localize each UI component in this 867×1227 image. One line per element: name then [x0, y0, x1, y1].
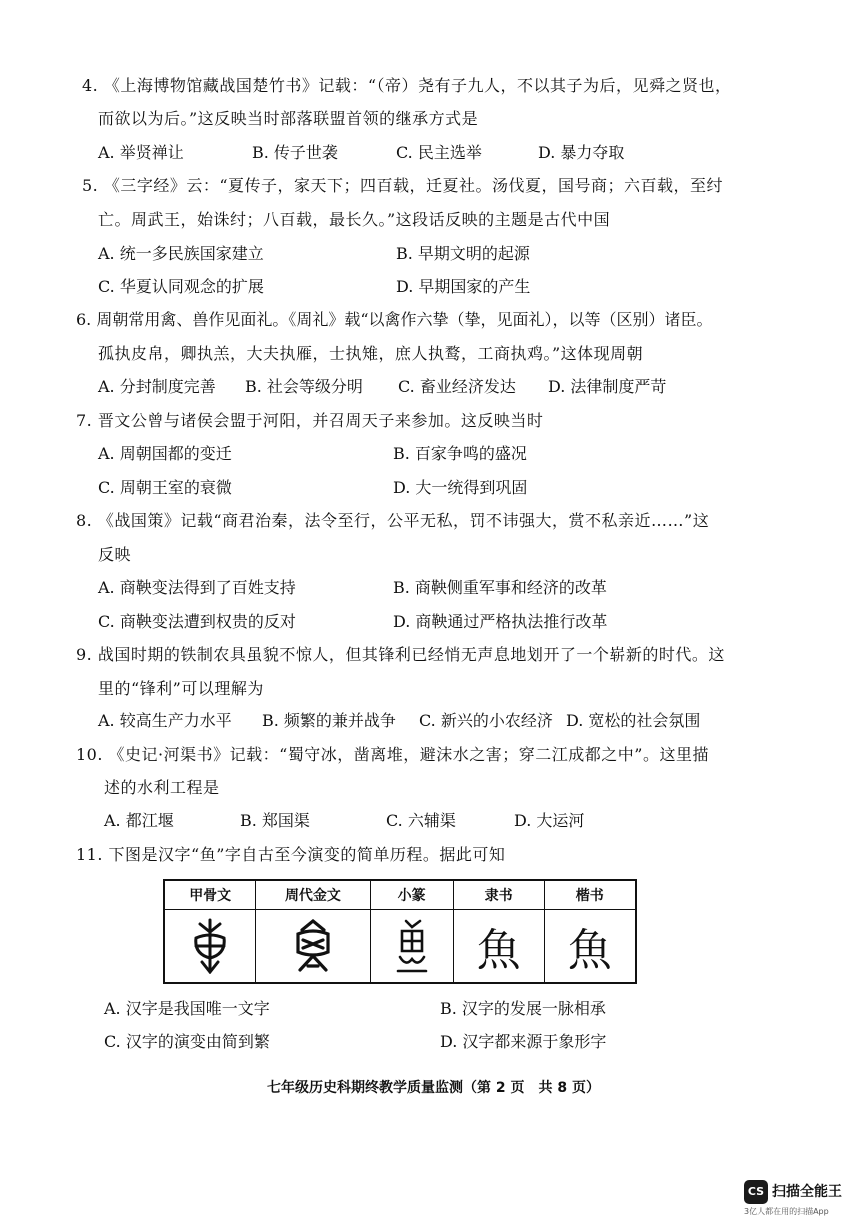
q11-option-a: A. 汉字是我国唯一文字 — [104, 999, 270, 1018]
q8-option-a: A. 商鞅变法得到了百姓支持 — [98, 578, 296, 597]
q11-option-b: B. 汉字的发展一脉相承 — [440, 999, 606, 1018]
watermark-app-name: 扫描全能王 — [772, 1184, 842, 1200]
q4-option-a: A. 举贤禅让 — [98, 143, 184, 162]
camscanner-logo-icon: CS — [744, 1180, 768, 1204]
small-seal-fish-glyph — [370, 910, 453, 984]
page-footer: 七年级历史科期终教学质量监测（第 2 页 共 8 页） — [267, 1080, 600, 1096]
header-bronze-inscription: 周代金文 — [256, 880, 370, 910]
q6-option-c: C. 畜业经济发达 — [398, 377, 516, 396]
q5-line-2: 亡。周武王，始诛纣；八百载，最长久。”这段话反映的主题是古代中国 — [98, 210, 611, 229]
header-oracle-bone: 甲骨文 — [164, 880, 256, 910]
q9-line-2: 里的“锋利”可以理解为 — [98, 679, 264, 698]
q11-line-1: 11. 下图是汉字“鱼”字自古至今演变的简单历程。据此可知 — [76, 845, 506, 864]
q7-line-1: 7. 晋文公曾与诸侯会盟于河阳，并召周天子来参加。这反映当时 — [76, 411, 544, 430]
q8-option-b: B. 商鞅侧重军事和经济的改革 — [393, 578, 607, 597]
oracle-bone-fish-glyph — [164, 910, 256, 984]
clerical-script-fish-glyph: 魚 — [453, 910, 544, 984]
q5-option-a: A. 统一多民族国家建立 — [98, 244, 264, 263]
q9-option-d: D. 宽松的社会氛围 — [566, 711, 701, 730]
q10-option-c: C. 六辅渠 — [386, 811, 456, 830]
q5-option-c: C. 华夏认同观念的扩展 — [98, 277, 264, 296]
bronze-inscription-fish-glyph — [256, 910, 370, 984]
table-header-row — [164, 880, 636, 910]
q5-option-b: B. 早期文明的起源 — [396, 244, 530, 263]
q6-option-d: D. 法律制度严苛 — [548, 377, 667, 396]
q4-option-b: B. 传子世袭 — [252, 143, 338, 162]
q7-option-a: A. 周朝国都的变迁 — [98, 444, 232, 463]
q7-option-b: B. 百家争鸣的盛况 — [393, 444, 527, 463]
fish-character-evolution-table — [163, 879, 637, 984]
q6-option-a: A. 分封制度完善 — [98, 377, 216, 396]
q8-option-d: D. 商鞅通过严格执法推行改革 — [393, 612, 608, 631]
q4-line-2: 而欲以为后。”这反映当时部落联盟首领的继承方式是 — [98, 109, 479, 128]
q10-option-a: A. 都江堰 — [104, 811, 174, 830]
scanner-watermark — [744, 1178, 849, 1218]
q11-option-c: C. 汉字的演变由简到繁 — [104, 1032, 270, 1051]
q6-line-2: 孤执皮帛，卿执羔，大夫执雁，士执雉，庶人执鹜，工商执鸡。”这体现周朝 — [98, 344, 644, 363]
q7-option-c: C. 周朝王室的衰微 — [98, 478, 232, 497]
q10-line-2: 述的水利工程是 — [104, 778, 220, 797]
q11-option-d: D. 汉字都来源于象形字 — [440, 1032, 607, 1051]
q9-option-a: A. 较高生产力水平 — [98, 711, 232, 730]
q8-line-2: 反映 — [98, 545, 132, 564]
watermark-tagline: 3亿人都在用的扫描App — [744, 1207, 829, 1216]
table-glyph-row — [164, 910, 636, 984]
q8-line-1: 8. 《战国策》记载“商君治秦，法令至行，公平无私，罚不讳强大，赏不私亲近……”这 — [76, 511, 710, 530]
q10-option-b: B. 郑国渠 — [240, 811, 310, 830]
q5-line-1: 5. 《三字经》云：“夏传子，家天下；四百载，迁夏社。汤伐夏，国号商；六百载，至纣 — [82, 176, 724, 195]
q9-option-b: B. 频繁的兼并战争 — [262, 711, 396, 730]
q9-line-1: 9. 战国时期的铁制农具虽貌不惊人，但其锋利已经悄无声息地划开了一个崭新的时代。这 — [76, 645, 725, 664]
header-clerical-script: 隶书 — [453, 880, 544, 910]
q4-option-c: C. 民主选举 — [396, 143, 482, 162]
q7-option-d: D. 大一统得到巩固 — [393, 478, 528, 497]
regular-script-fish-glyph: 魚 — [544, 910, 636, 984]
q5-option-d: D. 早期国家的产生 — [396, 277, 531, 296]
q8-option-c: C. 商鞅变法遭到权贵的反对 — [98, 612, 296, 631]
q6-option-b: B. 社会等级分明 — [245, 377, 363, 396]
q4-option-d: D. 暴力夺取 — [538, 143, 625, 162]
q9-option-c: C. 新兴的小农经济 — [419, 711, 553, 730]
q6-line-1: 6. 周朝常用禽、兽作见面礼。《周礼》载“以禽作六挚（挚，见面礼），以等（区别）诸臣。 — [76, 310, 713, 329]
header-small-seal: 小篆 — [370, 880, 453, 910]
q10-line-1: 10. 《史记·河渠书》记载：“蜀守冰，凿离堆，避沫水之害；穿二江成都之中”。这里描 — [76, 745, 709, 764]
header-regular-script: 楷书 — [544, 880, 636, 910]
q10-option-d: D. 大运河 — [514, 811, 585, 830]
q4-line-1: 4. 《上海博物馆藏战国楚竹书》记载：“（帝）尧有子九人，不以其子为后，见舜之贤也， — [82, 76, 732, 95]
